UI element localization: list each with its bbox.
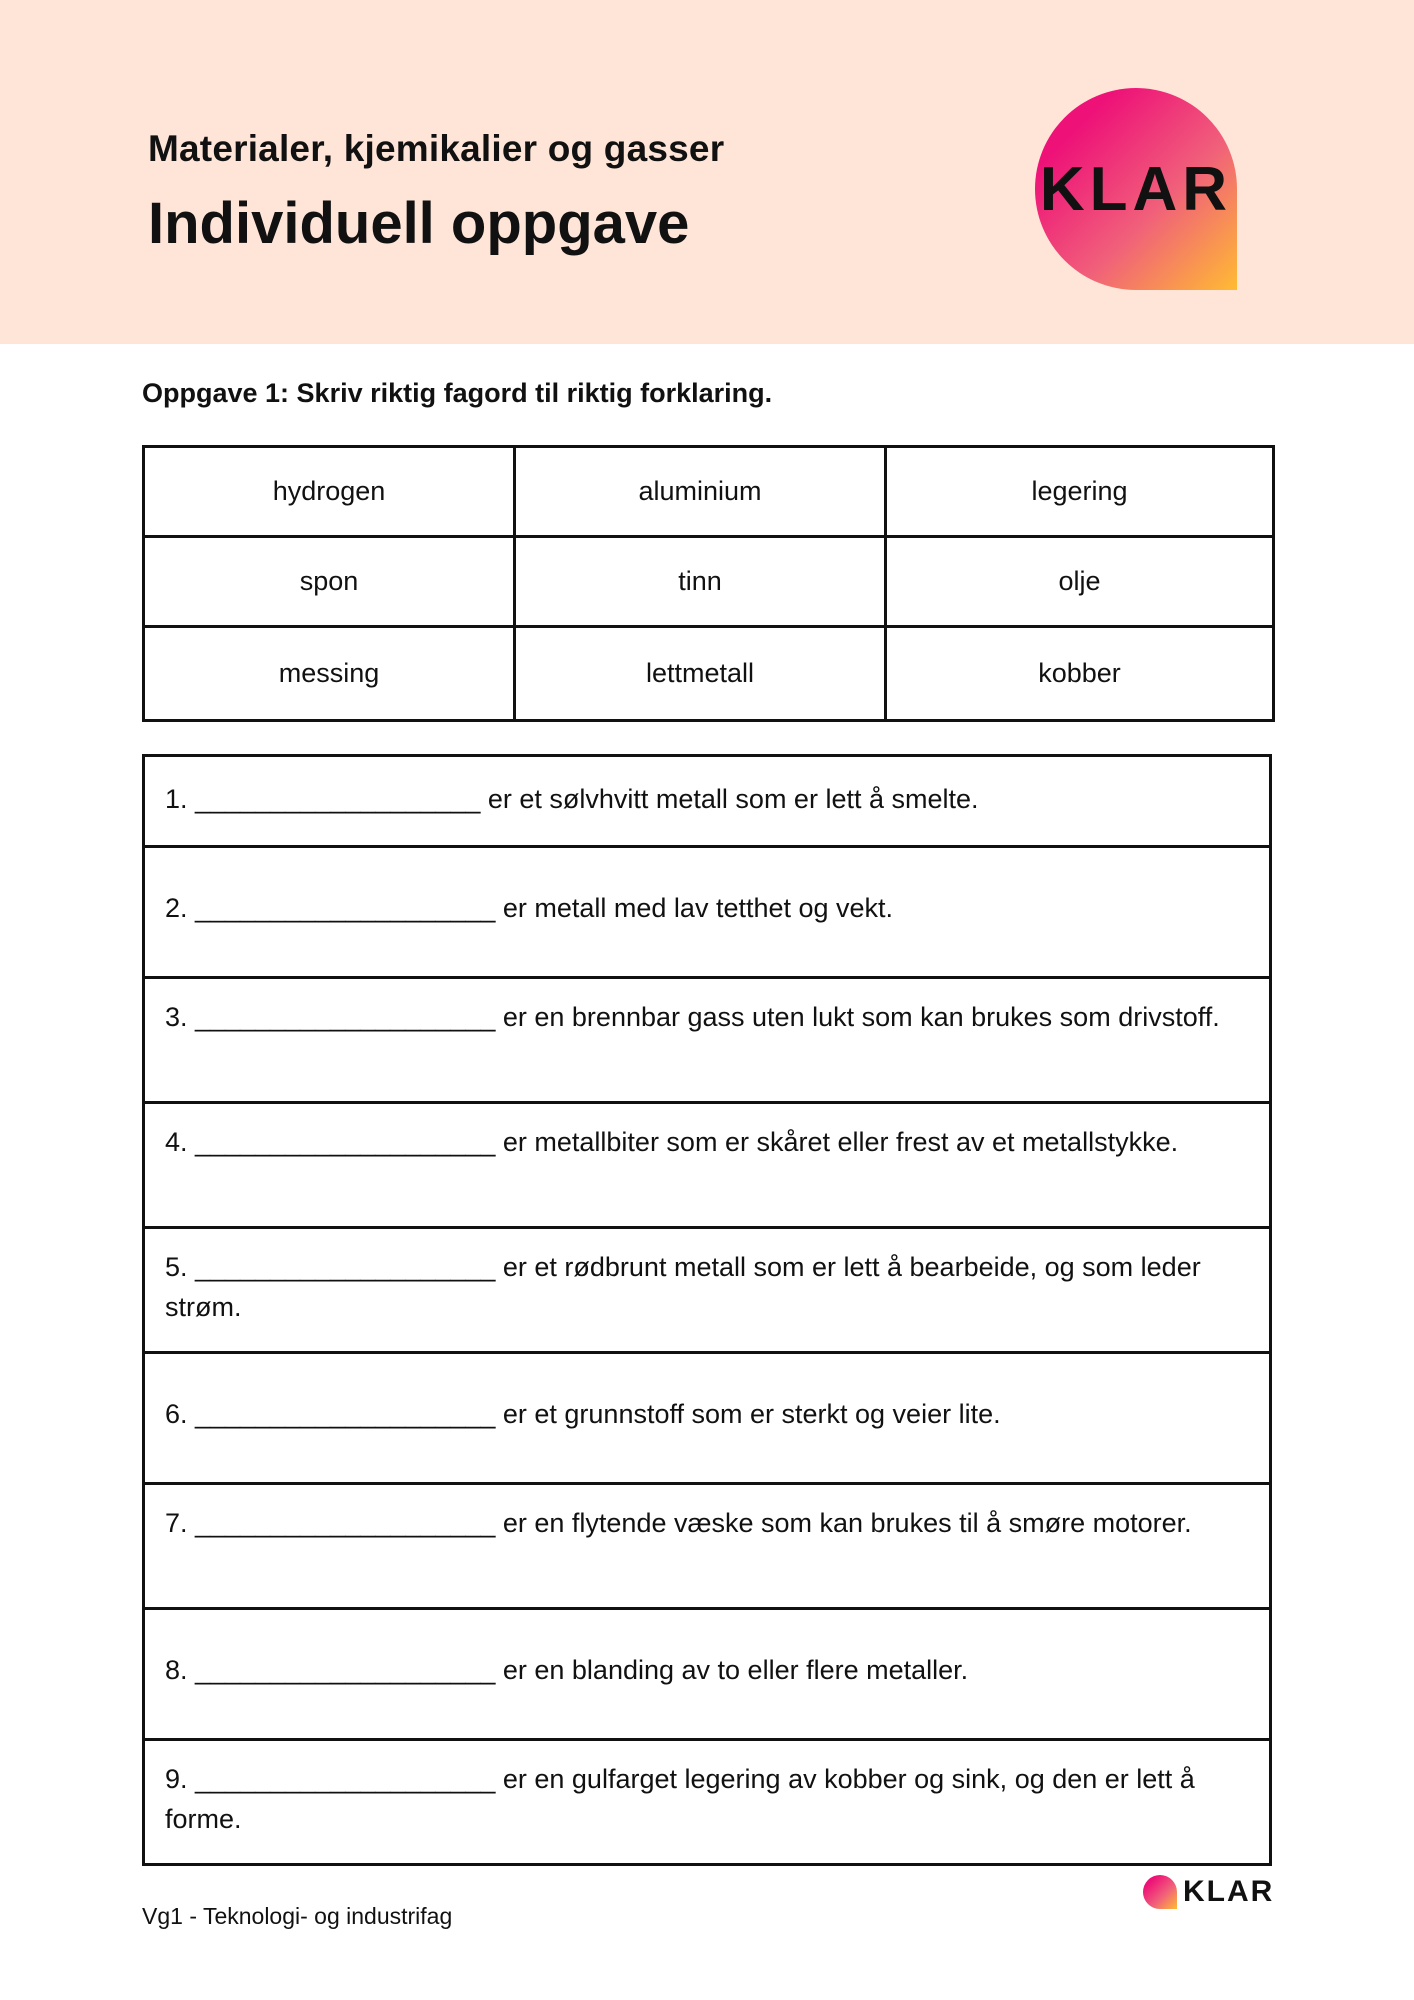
answer-blank[interactable]: ____________________ xyxy=(195,1655,496,1685)
question-row xyxy=(144,1484,1271,1609)
task-title: Oppgave 1: Skriv riktig fagord til riktig forklaring. xyxy=(142,378,773,408)
word-cell: tinn xyxy=(515,537,886,627)
question-text: er en blanding av to eller flere metaller. xyxy=(495,1655,969,1685)
answer-blank[interactable]: ___________________ xyxy=(195,784,481,814)
word-cell: spon xyxy=(144,537,515,627)
word-cell: kobber xyxy=(886,627,1274,721)
question-row xyxy=(144,1353,1271,1484)
page-header xyxy=(0,0,1414,344)
question-number: 7. xyxy=(165,1508,188,1538)
word-bank-table xyxy=(142,445,1275,722)
footer-logo-text: KLAR xyxy=(1183,1875,1275,1908)
word-cell: legering xyxy=(886,447,1274,537)
question-number: 6. xyxy=(165,1399,188,1429)
answer-blank[interactable]: ____________________ xyxy=(195,1399,496,1429)
question-number: 9. xyxy=(165,1764,188,1794)
word-cell: lettmetall xyxy=(515,627,886,721)
subject-title: Materialer, kjemikalier og gasser xyxy=(148,128,725,169)
answer-blank[interactable]: ____________________ xyxy=(195,1252,496,1282)
logo-text: KLAR xyxy=(1039,154,1233,224)
answer-blank[interactable]: ____________________ xyxy=(195,893,496,923)
question-number: 5. xyxy=(165,1252,188,1282)
klar-footer-logo xyxy=(1143,1875,1274,1909)
klar-logo xyxy=(1035,88,1237,290)
question-row xyxy=(144,847,1271,978)
question-text: er en flytende væske som kan brukes til å smøre motorer. xyxy=(495,1508,1192,1538)
question-row xyxy=(144,1103,1271,1228)
question-number: 8. xyxy=(165,1655,188,1685)
questions-table xyxy=(142,754,1272,1866)
question-number: 2. xyxy=(165,893,188,923)
question-row xyxy=(144,978,1271,1103)
question-number: 3. xyxy=(165,1002,188,1032)
answer-blank[interactable]: ____________________ xyxy=(195,1127,496,1157)
question-number: 4. xyxy=(165,1127,188,1157)
question-text: er metall med lav tetthet og vekt. xyxy=(495,893,894,923)
question-row xyxy=(144,1228,1271,1353)
word-cell: hydrogen xyxy=(144,447,515,537)
question-text: er metallbiter som er skåret eller frest av et metallstykke. xyxy=(495,1127,1179,1157)
answer-blank[interactable]: ____________________ xyxy=(195,1508,496,1538)
word-cell: aluminium xyxy=(515,447,886,537)
question-text: er en gulfarget legering av kobber og sink, og den er lett å forme. xyxy=(165,1764,1195,1834)
answer-blank[interactable]: ____________________ xyxy=(195,1002,496,1032)
question-row xyxy=(144,1609,1271,1740)
question-text: er en brennbar gass uten lukt som kan brukes som drivstoff. xyxy=(495,1002,1220,1032)
klar-mark-icon xyxy=(1143,1875,1177,1909)
question-row xyxy=(144,756,1271,847)
question-text: er et rødbrunt metall som er lett å bearbeide, og som leder strøm. xyxy=(165,1252,1201,1322)
footer-course-label: Vg1 - Teknologi- og industrifag xyxy=(142,1903,453,1929)
answer-blank[interactable]: ____________________ xyxy=(195,1764,496,1794)
question-text: er et grunnstoff som er sterkt og veier lite. xyxy=(495,1399,1001,1429)
page-title: Individuell oppgave xyxy=(148,191,690,256)
word-cell: olje xyxy=(886,537,1274,627)
word-cell: messing xyxy=(144,627,515,721)
question-text: er et sølvhvitt metall som er lett å smelte. xyxy=(480,784,979,814)
question-row xyxy=(144,1740,1271,1865)
question-number: 1. xyxy=(165,784,188,814)
